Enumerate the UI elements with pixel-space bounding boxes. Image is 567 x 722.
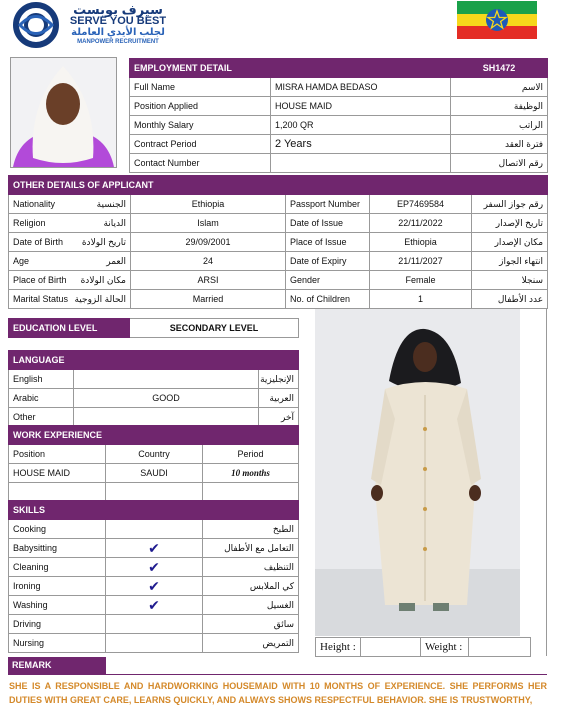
logo-arabic-subtitle: لجلب الأيدي العاملة <box>71 27 165 38</box>
skill-row <box>9 634 299 653</box>
field-value: HOUSE MAID <box>271 97 451 116</box>
language-heading: LANGUAGE <box>9 351 299 370</box>
logo-english-text: SERVE YOU BEST <box>69 15 167 27</box>
detail-row <box>9 214 548 233</box>
skill-check-icon: ✔ <box>106 539 203 558</box>
detail-row <box>9 233 548 252</box>
field-label-arabic: الوظيفة <box>451 97 548 116</box>
field-label-arabic: الاسم <box>451 78 548 97</box>
employment-row-full-name <box>130 78 548 97</box>
skill-check-icon: ✔ <box>106 596 203 615</box>
column-header-period: Period <box>203 445 299 464</box>
field-value: Married <box>131 290 286 309</box>
skill-name-arabic: الطبخ <box>203 520 299 539</box>
skill-name: Cooking <box>9 520 106 539</box>
skill-row <box>9 539 299 558</box>
height-weight-table <box>315 637 531 657</box>
employment-row-position <box>130 97 548 116</box>
field-label: Date of Issue <box>286 214 370 233</box>
field-label-arabic: رقم الاتصال <box>451 154 548 173</box>
field-label-arabic: الراتب <box>451 116 548 135</box>
field-label: Date of Expiry <box>286 252 370 271</box>
skill-check-icon: ✔ <box>106 558 203 577</box>
education-level-label: EDUCATION LEVEL <box>9 319 130 338</box>
language-name-arabic: آخر <box>259 408 299 427</box>
skill-name-arabic: سائق <box>203 615 299 634</box>
work-period <box>203 483 299 502</box>
field-value <box>271 154 451 173</box>
other-details-table <box>8 175 548 309</box>
employment-row-salary <box>130 116 548 135</box>
work-country <box>106 483 203 502</box>
weight-label: Weight : <box>421 638 469 657</box>
field-label: Passport Number <box>286 195 370 214</box>
language-row <box>9 370 299 389</box>
field-label: Gender <box>286 271 370 290</box>
field-label-arabic: سنجلا <box>472 271 548 290</box>
field-value: 22/11/2022 <box>370 214 472 233</box>
work-experience-heading: WORK EXPERIENCE <box>9 426 299 445</box>
field-value: EP7469584 <box>370 195 472 214</box>
language-level <box>74 408 259 427</box>
field-label-arabic: الجنسية <box>72 195 131 214</box>
field-value: ARSI <box>131 271 286 290</box>
skills-heading: SKILLS <box>9 501 299 520</box>
skill-row <box>9 577 299 596</box>
skill-name: Washing <box>9 596 106 615</box>
skill-check-icon: ✔ <box>106 577 203 596</box>
skill-row <box>9 596 299 615</box>
field-label-arabic: رقم جواز السفر <box>472 195 548 214</box>
field-label: No. of Children <box>286 290 370 309</box>
field-label: Monthly Salary <box>130 116 271 135</box>
field-label-arabic: تاريخ الولادة <box>72 233 131 252</box>
field-value: 1 <box>370 290 472 309</box>
education-level-table <box>8 318 299 338</box>
skill-name: Babysitting <box>9 539 106 558</box>
language-table <box>8 350 299 427</box>
work-period: 10 months <box>203 464 299 483</box>
skill-name-arabic: كي الملابس <box>203 577 299 596</box>
field-label-arabic: فترة العقد <box>451 135 548 154</box>
field-label: Date of Birth <box>9 233 72 252</box>
language-level: GOOD <box>74 389 259 408</box>
skill-name-arabic: التمريض <box>203 634 299 653</box>
language-row <box>9 408 299 427</box>
language-row <box>9 389 299 408</box>
height-value <box>361 638 421 657</box>
detail-row <box>9 195 548 214</box>
weight-value <box>469 638 531 657</box>
work-experience-header-row <box>9 445 299 464</box>
field-label-arabic: الديانة <box>72 214 131 233</box>
other-details-heading: OTHER DETAILS OF APPLICANT <box>9 176 548 195</box>
language-name: English <box>9 370 74 389</box>
skill-row <box>9 615 299 634</box>
field-value: Islam <box>131 214 286 233</box>
work-experience-row <box>9 464 299 483</box>
skill-name: Cleaning <box>9 558 106 577</box>
skill-name-arabic: التنظيف <box>203 558 299 577</box>
work-experience-table <box>8 425 299 502</box>
field-label-arabic: عدد الأطفال <box>472 290 548 309</box>
employment-detail-heading: EMPLOYMENT DETAIL <box>130 59 451 78</box>
field-label: Contact Number <box>130 154 271 173</box>
skill-name: Driving <box>9 615 106 634</box>
field-value: Ethiopia <box>131 195 286 214</box>
field-label: Contract Period <box>130 135 271 154</box>
work-position <box>9 483 106 502</box>
field-value: 24 <box>131 252 286 271</box>
field-label: Nationality <box>9 195 72 214</box>
employment-detail-table <box>129 58 548 173</box>
field-label: Place of Issue <box>286 233 370 252</box>
field-value: Ethiopia <box>370 233 472 252</box>
skill-row <box>9 520 299 539</box>
remark-heading: REMARK <box>8 657 106 675</box>
logo-mark-icon <box>10 2 62 48</box>
language-name: Arabic <box>9 389 74 408</box>
field-label: Marital Status <box>9 290 72 309</box>
skills-table <box>8 500 299 653</box>
work-country: SAUDI <box>106 464 203 483</box>
skill-name-arabic: التعامل مع الأطفال <box>203 539 299 558</box>
field-label-arabic: العمر <box>72 252 131 271</box>
language-name-arabic: العربية <box>259 389 299 408</box>
field-label-arabic: مكان الولادة <box>72 271 131 290</box>
field-value: 1,200 QR <box>271 116 451 135</box>
field-label: Place of Birth <box>9 271 72 290</box>
field-value: 29/09/2001 <box>131 233 286 252</box>
ethiopia-flag-icon <box>457 1 537 39</box>
detail-row <box>9 252 548 271</box>
remark-text: SHE IS A RESPONSIBLE AND HARDWORKING HOUSEMAID WITH 10 MONTHS OF EXPERIENCE. SHE PERFORMS HER DUTIES WITH GREAT CARE, LEARNS QUICKLY, AND ALWAYS SHOWS RESPECTFUL BEHAVIOR. SHE IS TRUSTWORTHY, <box>9 681 547 705</box>
field-label-arabic: الحالة الزوجية <box>72 290 131 309</box>
column-header-country: Country <box>106 445 203 464</box>
company-logo <box>10 2 170 48</box>
detail-row <box>9 271 548 290</box>
language-level <box>74 370 259 389</box>
applicant-portrait-photo <box>10 57 117 168</box>
applicant-full-body-photo <box>315 309 520 636</box>
field-value: MISRA HAMDA BEDASO <box>271 78 451 97</box>
employment-row-contract <box>130 135 548 154</box>
field-label-arabic: انتهاء الجواز <box>472 252 548 271</box>
field-value: 2 Years <box>271 135 451 154</box>
detail-row <box>9 290 548 309</box>
height-label: Height : <box>316 638 361 657</box>
education-level-value: SECONDARY LEVEL <box>130 319 299 338</box>
skill-row <box>9 558 299 577</box>
field-label: Full Name <box>130 78 271 97</box>
language-name: Other <box>9 408 74 427</box>
reference-code: SH1472 <box>451 59 548 78</box>
employment-row-contact <box>130 154 548 173</box>
skill-check-icon <box>106 634 203 653</box>
logo-subtitle: MANPOWER RECRUITMENT <box>77 39 159 45</box>
section-divider <box>546 308 547 656</box>
column-header-position: Position <box>9 445 106 464</box>
field-label-arabic: مكان الإصدار <box>472 233 548 252</box>
skill-check-icon <box>106 520 203 539</box>
field-label-arabic: تاريخ الإصدار <box>472 214 548 233</box>
logo-arabic-text: سيرف يوبست <box>73 2 163 17</box>
remark-heading-rule <box>106 674 547 675</box>
skill-name: Nursing <box>9 634 106 653</box>
work-position: HOUSE MAID <box>9 464 106 483</box>
field-value: Female <box>370 271 472 290</box>
field-label: Age <box>9 252 72 271</box>
skill-name: Ironing <box>9 577 106 596</box>
skill-name-arabic: الغسيل <box>203 596 299 615</box>
field-label: Position Applied <box>130 97 271 116</box>
work-experience-row <box>9 483 299 502</box>
skill-check-icon <box>106 615 203 634</box>
language-name-arabic: الإنجليزية <box>259 370 299 389</box>
field-value: 21/11/2027 <box>370 252 472 271</box>
field-label: Religion <box>9 214 72 233</box>
